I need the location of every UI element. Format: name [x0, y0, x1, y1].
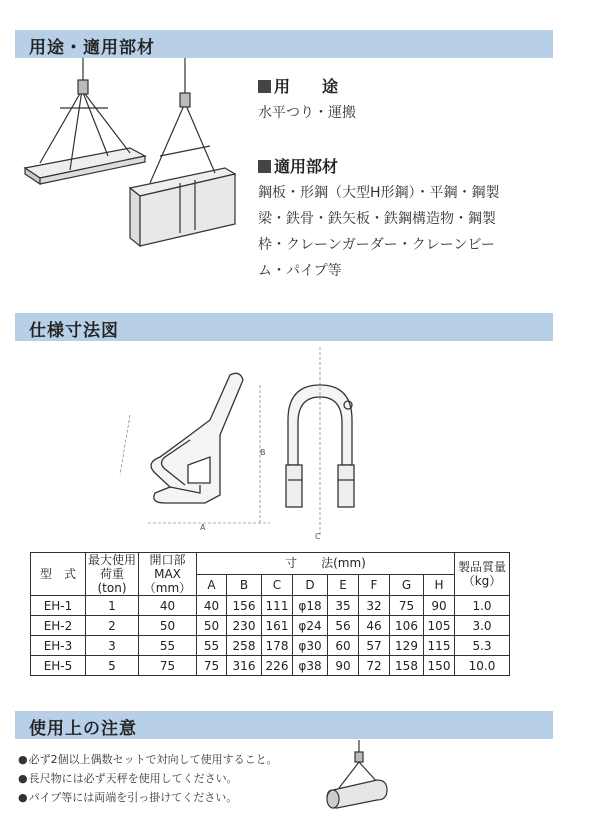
- cell-mass: 3.0: [455, 616, 510, 636]
- table-row: [31, 596, 510, 616]
- cell-dim: 75: [197, 656, 227, 676]
- cell-dim: 129: [390, 636, 424, 656]
- cell-dim: φ38: [293, 656, 328, 676]
- caution-notes: [18, 750, 278, 807]
- cell-dim: 115: [424, 636, 455, 656]
- cell-model: EH-2: [31, 616, 86, 636]
- header-dimensions: 寸 法(mm): [197, 553, 455, 575]
- cell-dim: 111: [262, 596, 293, 616]
- cell-load: 3: [86, 636, 139, 656]
- cell-dim: 158: [390, 656, 424, 676]
- cell-dim: 90: [424, 596, 455, 616]
- cell-dim: φ24: [293, 616, 328, 636]
- header-opening: 開口部MAX（mm）: [139, 553, 197, 596]
- cell-dim: φ30: [293, 636, 328, 656]
- materials-line: 枠・クレーンガーダー・クレーンビー: [258, 237, 495, 253]
- header-load: 最大使用荷重(ton): [86, 553, 139, 596]
- dimension-label-c: C: [315, 532, 321, 540]
- cell-dim: 226: [262, 656, 293, 676]
- cell-dim: 161: [262, 616, 293, 636]
- header-dim: G: [390, 574, 424, 596]
- cell-dim: 72: [359, 656, 390, 676]
- header-dim: H: [424, 574, 455, 596]
- header-dim: D: [293, 574, 328, 596]
- cell-dim: 60: [328, 636, 359, 656]
- cell-load: 2: [86, 616, 139, 636]
- cell-mass: 10.0: [455, 656, 510, 676]
- note-item: ● 長尺物には必ず天秤を使用してください。: [18, 769, 278, 788]
- header-dim: B: [227, 574, 262, 596]
- cell-dim: φ18: [293, 596, 328, 616]
- cell-dim: 50: [197, 616, 227, 636]
- dimension-label-a: A: [200, 523, 206, 532]
- lifting-illustration: [20, 58, 260, 278]
- materials-line: 梁・鉄骨・鉄矢板・鉄鋼構造物・鋼製: [258, 211, 496, 227]
- cell-model: EH-3: [31, 636, 86, 656]
- cell-opening: 40: [139, 596, 197, 616]
- cell-dim: 46: [359, 616, 390, 636]
- cell-model: EH-5: [31, 656, 86, 676]
- section-title: 使用上の注意: [29, 719, 137, 739]
- spec-table: [30, 552, 510, 676]
- cell-opening: 50: [139, 616, 197, 636]
- usage-heading: 用 途: [258, 74, 338, 97]
- section-title: 仕様寸法図: [29, 321, 119, 341]
- cell-opening: 75: [139, 656, 197, 676]
- dimension-drawing: [110, 345, 370, 540]
- section-band-spec: [15, 313, 553, 341]
- materials-line: 鋼板・形鋼（大型H形鋼）・平鋼・鋼製: [258, 185, 500, 201]
- usage-text: 水平つり・運搬: [258, 105, 356, 121]
- section-band-usage: [15, 30, 553, 58]
- cell-dim: 32: [359, 596, 390, 616]
- dimension-label-b: B: [260, 448, 266, 457]
- table-row: [31, 636, 510, 656]
- table-row: [31, 616, 510, 636]
- cell-dim: 106: [390, 616, 424, 636]
- cell-dim: 178: [262, 636, 293, 656]
- header-dim: E: [328, 574, 359, 596]
- materials-heading: 適用部材: [258, 154, 338, 177]
- cell-model: EH-1: [31, 596, 86, 616]
- materials-text: [258, 180, 500, 284]
- cell-dim: 90: [328, 656, 359, 676]
- cell-load: 1: [86, 596, 139, 616]
- table-row: [31, 656, 510, 676]
- header-dim: F: [359, 574, 390, 596]
- header-mass: 製品質量（kg）: [455, 553, 510, 596]
- header-dim: C: [262, 574, 293, 596]
- cell-dim: 230: [227, 616, 262, 636]
- cell-mass: 1.0: [455, 596, 510, 616]
- cell-dim: 35: [328, 596, 359, 616]
- note-item: ● パイプ等には両端を引っ掛けてください。: [18, 788, 278, 807]
- cell-opening: 55: [139, 636, 197, 656]
- cell-dim: 75: [390, 596, 424, 616]
- section-band-caution: [15, 711, 553, 739]
- cell-dim: 105: [424, 616, 455, 636]
- header-model: 型 式: [31, 553, 86, 596]
- cell-dim: 258: [227, 636, 262, 656]
- header-dim: A: [197, 574, 227, 596]
- cell-dim: 55: [197, 636, 227, 656]
- note-item: ● 必ず2個以上偶数セットで対向して使用すること。: [18, 750, 278, 769]
- pipe-lifting-illustration: [325, 740, 395, 810]
- cell-dim: 316: [227, 656, 262, 676]
- cell-dim: 150: [424, 656, 455, 676]
- cell-dim: 57: [359, 636, 390, 656]
- cell-dim: 156: [227, 596, 262, 616]
- materials-line: ム・パイプ等: [258, 263, 342, 279]
- cell-dim: 40: [197, 596, 227, 616]
- cell-load: 5: [86, 656, 139, 676]
- cell-mass: 5.3: [455, 636, 510, 656]
- table-header-row: [31, 553, 510, 575]
- section-title: 用途・適用部材: [29, 38, 155, 58]
- cell-dim: 56: [328, 616, 359, 636]
